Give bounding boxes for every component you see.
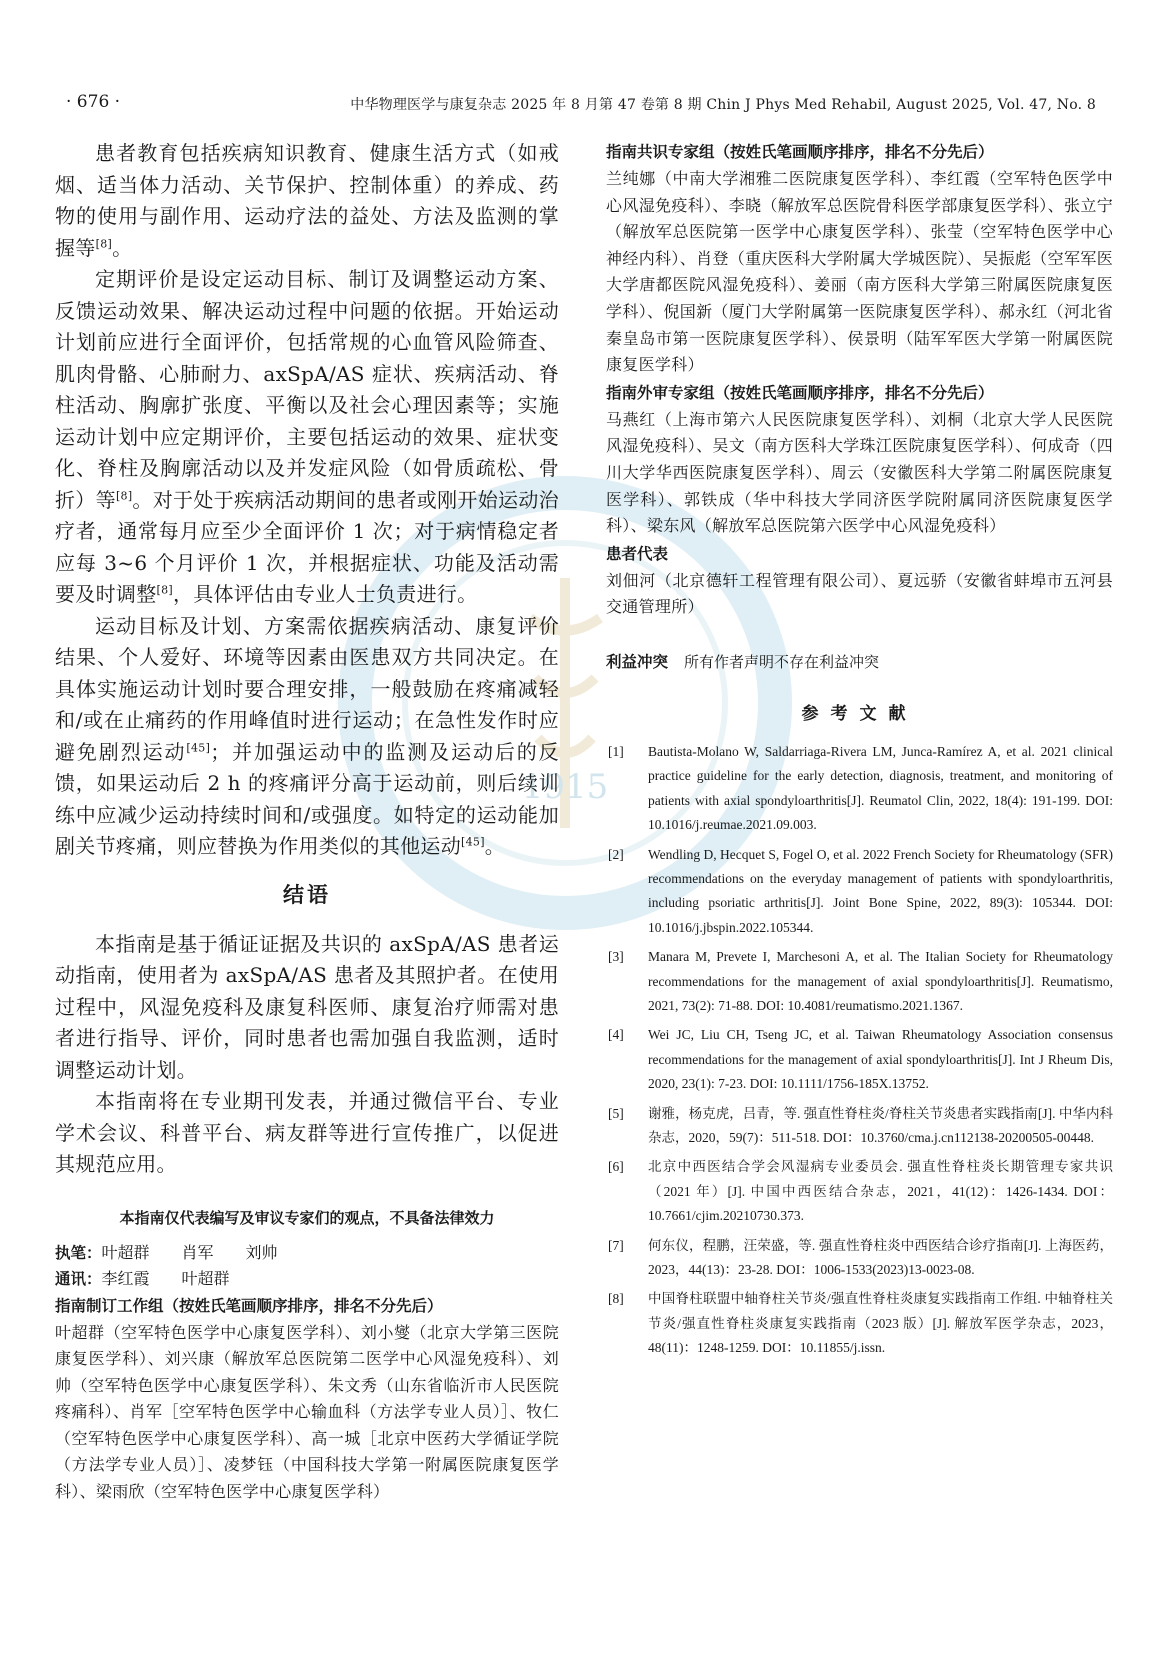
right-column: [606, 138, 1113, 1366]
reference-item: [8] 中国脊柱联盟中轴脊柱关节炎/强直性脊柱炎康复实践指南工作组. 中轴脊柱关节炎/强直性脊柱炎康复实践指南（2023 版）[J]. 解放军医学杂志，2023，48(11)：1248-1259. DOI：10.11855/j.issn.: [608, 1291, 1113, 1356]
consensus-group-members: 兰纯娜（中南大学湘雅二医院康复医学科）、李红霞（空军特色医学中心风湿免疫科）、李晓（解放军总医院骨科医学部康复医学科）、张立宁（解放军总医院第一医学中心康复医学科）、张莹（空军特色医学中心神经内科）、肖登（重庆医科大学附属大学城医院）、吴振彪（空军军医大学唐都医院风湿免疫科）、姜丽（南方医科大学第三附属医院康复医学科）、倪国新（厦门大学附属第一医院康复医学科）、郝永红（河北省秦皇岛市第一医院康复医学科）、侯景明（陆军军医大学第一附属医院康复医学科）: [606, 169, 1113, 375]
reference-item: [6] 北京中西医结合学会风湿病专业委员会. 强直性脊柱炎长期管理专家共识（2021 年）[J]. 中国中西医结合杂志，2021，41(12)：1426-1434. DOI：10.7661/cjim.20210730.373.: [608, 1159, 1113, 1224]
working-group-members: 叶超群（空军特色医学中心康复医学科）、刘小燮（北京大学第三医院康复医学科）、刘兴康（解放军总医院第二医学中心风湿免疫科）、刘帅（空军特色医学中心康复医学科）、朱文秀（山东省临沂市人民医院疼痛科）、肖军［空军特色医学中心输血科（方法学专业人员）］、牧仁（空军特色医学中心康复医学科）、高一城［北京中医药大学循证学院（方法学专业人员）］、凌梦钰（中国科技大学第一附属医院康复医学科）、梁雨欣（空军特色医学中心康复医学科）: [55, 1322, 559, 1502]
reference-item: [1] Bautista-Molano W, Saldarriaga-Rivera LM, Junca-Ramírez A, et al. 2021 clinical practice guideline for the early detection, diagnosis, treatment, and monitoring of patients with axial spondyloarthritis[J]. Reumatol Clin, 2022, 18(4): 191-199. DOI: 10.1016/j.reumae.2021.09.003.: [608, 743, 1113, 833]
review-group-members: 马燕红（上海市第六人民医院康复医学科）、刘桐（北京大学人民医院风湿免疫科）、吴文（南方医科大学珠江医院康复医学科）、何成奇（四川大学华西医院康复医学科）、周云（安徽医科大学第二附属医院康复医学科）、郭铁成（华中科技大学同济医学院附属同济医院康复医学科）、梁东风（解放军总医院第六医学中心风湿免疫科）: [606, 409, 1113, 536]
citation: [45]: [461, 835, 485, 849]
reference-item: [5] 谢雅，杨克虎，吕青，等. 强直性脊柱炎/脊柱关节炎患者实践指南[J]. 中华内科杂志，2020，59(7)：511-518. DOI：10.3760/cma.j.cn112138-20200505-00448.: [608, 1105, 1113, 1145]
conflict-of-interest: 利益冲突 所有作者声明不存在利益冲突: [606, 652, 880, 671]
disclaimer: 本指南仅代表编写及审议专家们的观点，不具备法律效力: [119, 1208, 495, 1227]
journal-citation: 中华物理医学与康复杂志 2025 年 8 月第 47 卷第 8 期 Chin J Phys Med Rehabil, August 2025, Vol. 47, No. 8: [350, 97, 1096, 113]
review-group-heading: 指南外审专家组（按姓氏笔画顺序排序，排名不分先后）: [606, 383, 994, 402]
reference-item: [3] Manara M, Prevete I, Marchesoni A, et al. The Italian Society for Rheumatology recommendations for the management of axial spondyloarthritis[J]. Reumatismo, 2021, 73(2): 71-88. DOI: 10.4081/reumatismo.2021.1367.: [608, 949, 1113, 1013]
page-number: · 676 ·: [66, 92, 121, 112]
paragraph-patient-education: 患者教育包括疾病知识教育、健康生活方式（如戒烟、适当体力活动、关节保护、控制体重）的养成、药物的使用与副作用、运动疗法的益处、方法及监测的掌握等[8]。: [55, 141, 559, 260]
correspondence-line: 通讯：李红霞 叶超群: [55, 1268, 230, 1288]
citation: [8]: [115, 488, 133, 502]
patient-representatives: 刘佃河（北京德轩工程管理有限公司）、夏远骄（安徽省蚌埠市五河县交通管理所）: [606, 570, 1113, 617]
conclusion-heading: 结语: [283, 882, 331, 907]
consensus-group-heading: 指南共识专家组（按姓氏笔画顺序排序，排名不分先后）: [606, 143, 994, 161]
paragraph-exercise-goals: 运动目标及计划、方案需依据疾病活动、康复评价结果、个人爱好、环境等因素由医患双方共同决定。在具体实施运动计划时要合理安排，一般鼓励在疼痛减轻和/或在止痛药的作用峰值时进行运动；在急性发作时应避免剧烈运动[45]；并加强运动中的监测及运动后的反馈，如果运动后 2 h 的疼痛评分高于运动前，则后续训练中应减少运动持续时间和/或强度。如特定的运动能加剧关节疼痛，则应替换为作用类似的其他运动[45]。: [55, 613, 559, 858]
watermark-year: 1915: [521, 767, 609, 807]
citation: [8]: [156, 583, 173, 597]
reference-item: [4] Wei JC, Liu CH, Tseng JC, et al. Taiwan Rheumatology Association consensus recommendations for the management of axial spondyloarthritis[J]. Int J Rheum Dis, 2020, 23(1): 7-23. DOI: 10.1111/1756-185X.13752.: [608, 1027, 1113, 1092]
left-column: [55, 138, 559, 1506]
reference-item: [7] 何东仪，程鹏，汪荣盛，等. 强直性脊柱炎中西医结合诊疗指南[J]. 上海医药，2023，44(13)：23-28. DOI：1006-1533(2023)13-0023-08.: [608, 1237, 1113, 1278]
writers-line: 执笔：叶超群 肖军 刘帅: [55, 1242, 278, 1262]
paragraph-conclusion-1: 本指南是基于循证证据及共识的 axSpA/AS 患者运动指南，使用者为 axSpA/AS 患者及其照护者。在使用过程中，风湿免疫科及康复科医师、康复治疗师需对患者进行指导、评价，同时患者也需加强自我监测，适时调整运动计划。: [55, 931, 559, 1082]
citation: [45]: [186, 740, 211, 754]
patient-representative-heading: 患者代表: [606, 544, 669, 563]
citation: [8]: [95, 236, 113, 250]
paragraph-periodic-evaluation: 定期评价是设定运动目标、制订及调整运动方案、反馈运动效果、解决运动过程中问题的依据。开始运动计划前应进行全面评价，包括常规的心血管风险筛查、肌肉骨骼、心肺耐力、axSpA/AS 症状、疾病活动、脊柱活动、胸廓扩张度、平衡以及社会心理因素等；实施运动计划中应定期评价，主要包括运动的效果、症状变化、脊柱及胸廓活动以及并发症风险（如骨质疏松、骨折）等[8]。对于处于疾病活动期间的患者或刚开始运动治疗者，通常每月应至少全面评价 1 次；对于病情稳定者应每 3~6 个月评价 1 次，并根据症状、功能及活动需要及时调整[8]，具体评估由专业人士负责进行。: [55, 267, 559, 606]
working-group-heading: 指南制订工作组（按姓氏笔画顺序排序，排名不分先后）: [55, 1296, 443, 1315]
references-heading: 参考文献: [801, 703, 918, 724]
reference-item: [2] Wendling D, Hecquet S, Fogel O, et al. 2022 French Society for Rheumatology (SFR) recommendations on the everyday management of patients with spondyloarthritis, including psoriatic arthritis[J]. Joint Bone Spine, 2022, 89(3): 105344. DOI: 10.1016/j.jbspin.2022.105344.: [608, 846, 1113, 935]
page-header: [0, 92, 1152, 114]
paragraph-conclusion-2: 本指南将在专业期刊发表，并通过微信平台、专业学术会议、科普平台、病友群等进行宣传推广，以促进其规范应用。: [55, 1089, 559, 1176]
